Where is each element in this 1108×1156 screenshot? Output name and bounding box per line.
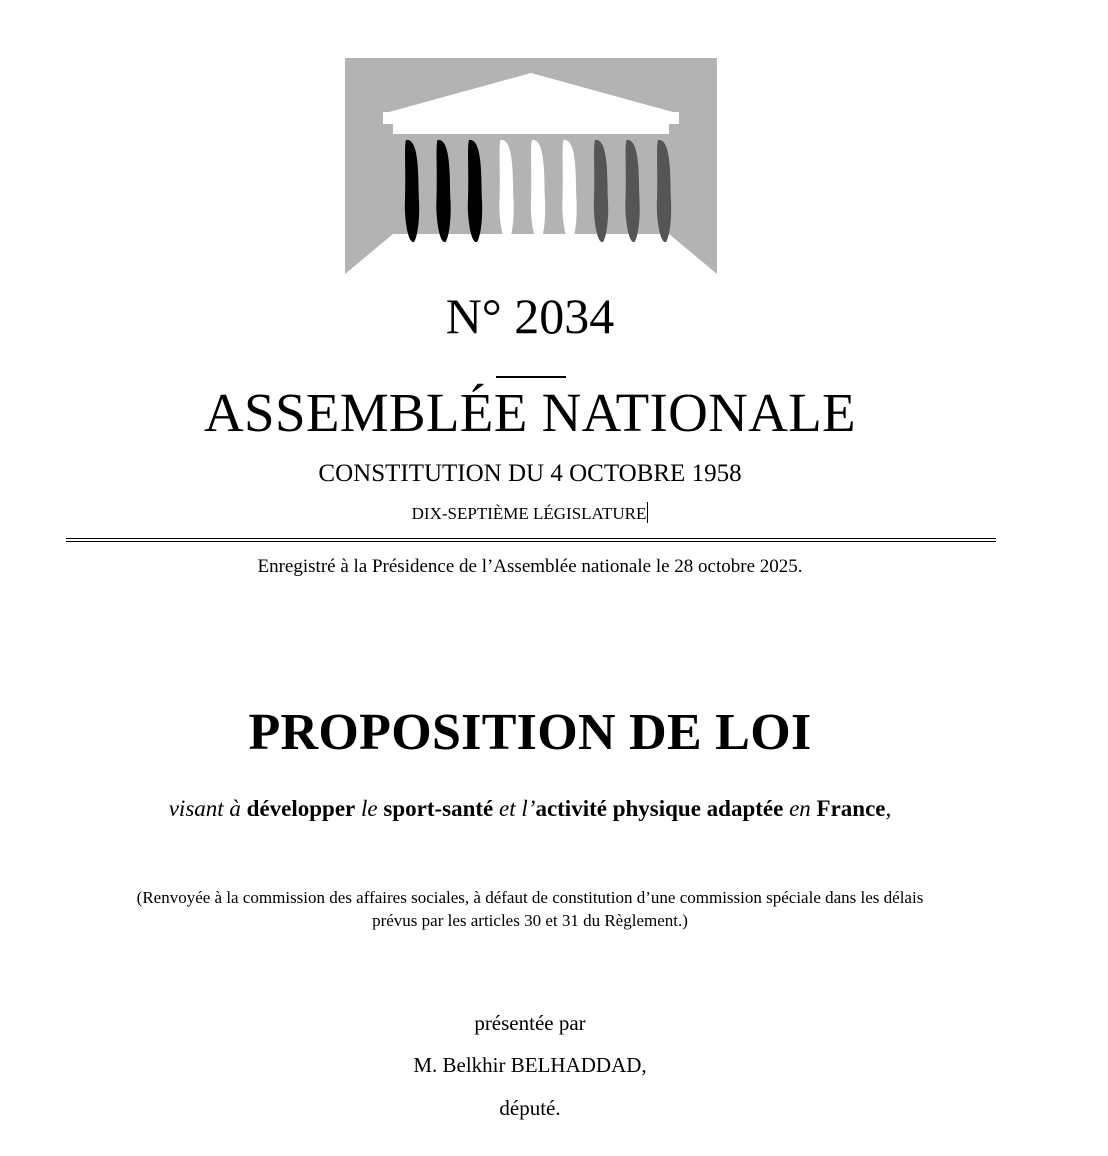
bill-type-title: PROPOSITION DE LOI <box>248 704 812 761</box>
bill-subject-segment: activité physique adaptée <box>535 796 784 821</box>
header-divider <box>66 538 996 542</box>
assembly-title: ASSEMBLÉE NATIONALE <box>204 382 856 443</box>
author-name: M. Belkhir BELHADDAD, <box>413 1053 647 1077</box>
logo-entablature <box>383 112 679 124</box>
bill-subject-segment: sport-santé <box>383 796 494 821</box>
bill-subject-segment: et l’ <box>493 796 536 821</box>
bill-subject-segment: France <box>816 796 886 821</box>
bill-subject-segment: , <box>885 796 892 821</box>
presented-by: présentée par <box>474 1011 586 1035</box>
bill-subject <box>0 793 1060 825</box>
document-number: N° 2034 <box>445 288 615 344</box>
number-underline <box>496 376 566 378</box>
legislature-line <box>0 502 1060 526</box>
text-cursor <box>647 502 648 523</box>
bill-subject-segment: le <box>355 796 384 821</box>
bill-subject-segment: en <box>783 796 817 821</box>
referral-line-2: prévus par les articles 30 et 31 du Règlement.) <box>372 911 688 930</box>
assemblee-nationale-logo <box>345 58 717 274</box>
bill-subject-segment: visant à <box>168 796 247 821</box>
referral-line-1: (Renvoyée à la commission des affaires sociales, à défaut de constitution d’une commission spéciale dans les délais <box>136 888 924 907</box>
referral-note <box>0 886 1060 932</box>
registration-note: Enregistré à la Présidence de l’Assemblée nationale le 28 octobre 2025. <box>257 556 803 577</box>
constitution-line: CONSTITUTION DU 4 OCTOBRE 1958 <box>318 460 742 487</box>
author-role: député. <box>499 1096 561 1120</box>
logo-architrave <box>393 124 669 134</box>
bill-subject-segment: développer <box>246 796 356 821</box>
legislature-text: DIX-SEPTIÈME LÉGISLATURE <box>411 504 647 523</box>
logo-columns <box>405 140 671 242</box>
